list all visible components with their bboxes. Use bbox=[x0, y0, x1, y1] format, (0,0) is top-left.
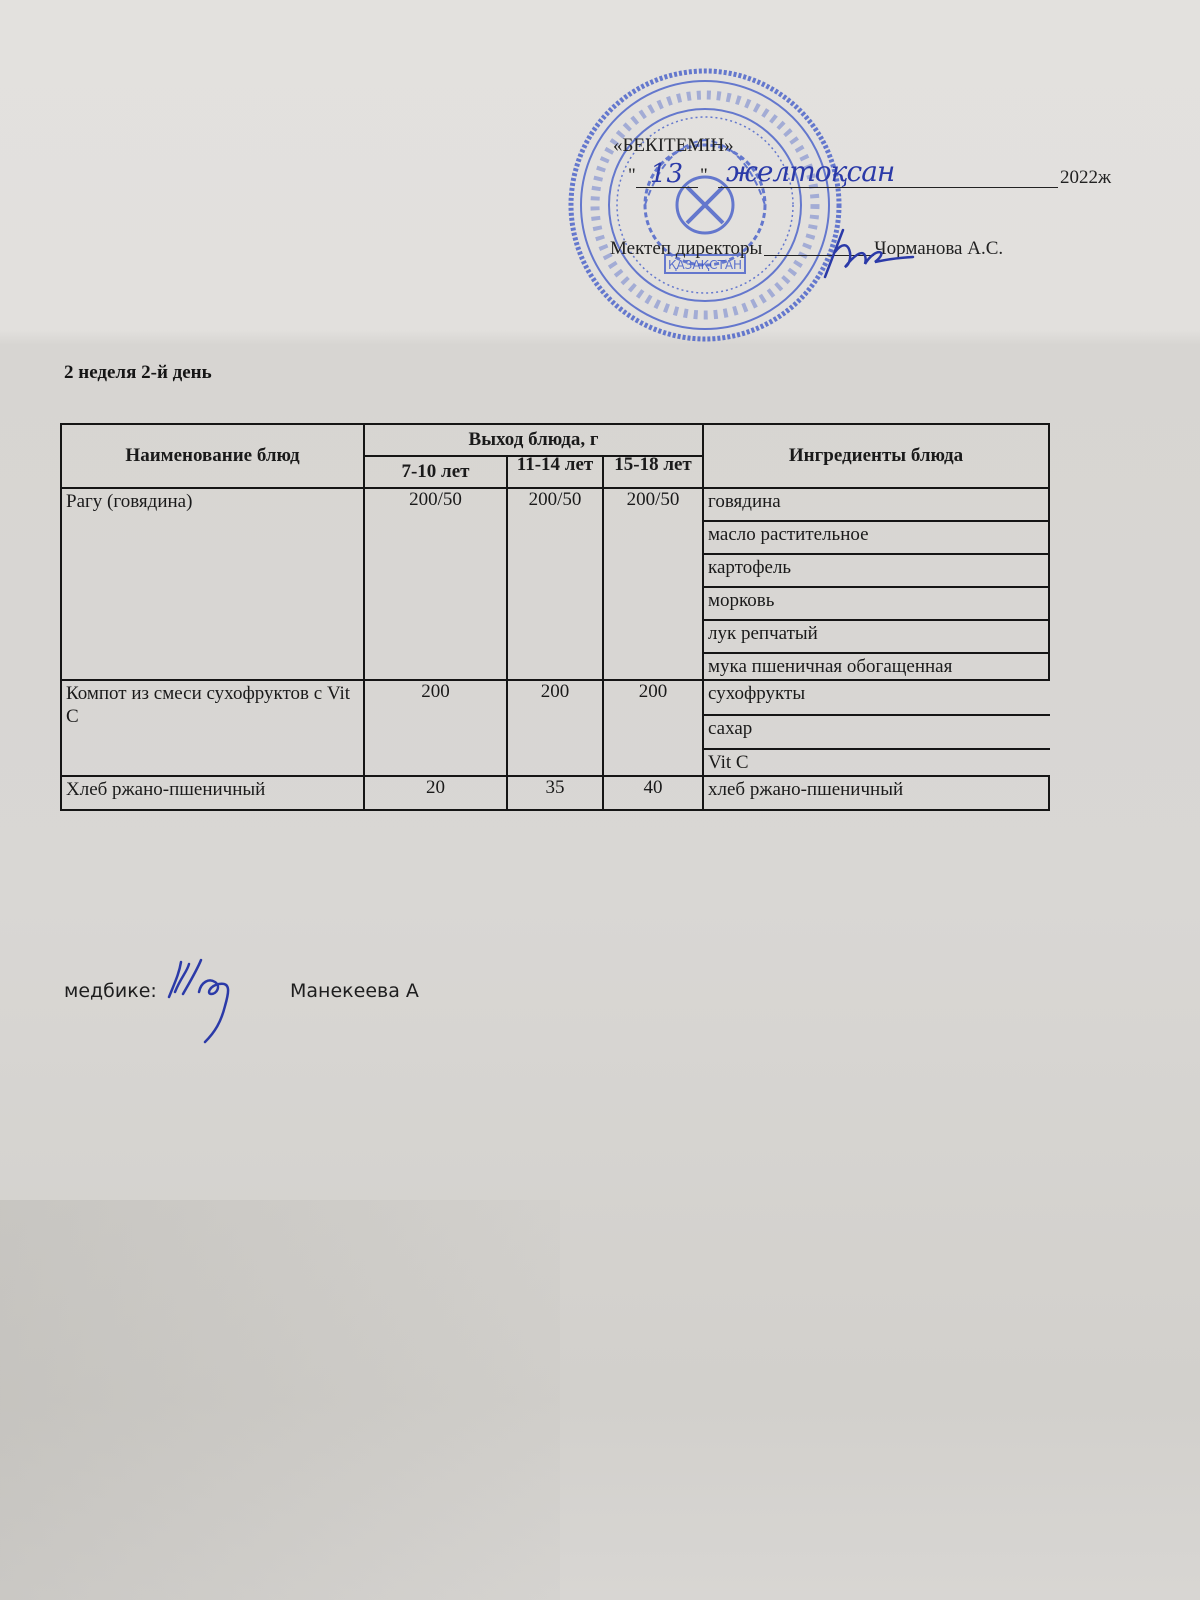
header-age-15-18: 15-18 лет bbox=[603, 456, 703, 488]
yield-11-14: 200 bbox=[507, 680, 603, 776]
ingredient: Vit C bbox=[703, 749, 1049, 776]
yield-15-18: 200/50 bbox=[603, 488, 703, 680]
ingredient: говядина bbox=[703, 488, 1049, 521]
yield-11-14: 35 bbox=[507, 776, 603, 810]
ingredient: мука пшеничная обогащенная bbox=[703, 653, 1049, 680]
approve-title: «БЕКІТЕМІН» bbox=[613, 135, 734, 156]
dish-name: Хлеб ржано-пшеничный bbox=[61, 776, 364, 810]
approval-block bbox=[0, 0, 1200, 350]
ingredient: сухофрукты bbox=[703, 680, 1049, 715]
table-row bbox=[61, 776, 1049, 810]
medic-label: медбике: bbox=[64, 980, 157, 1002]
date-month-handwritten: желтоқсан bbox=[726, 155, 895, 188]
director-name: Чорманова А.С. bbox=[874, 238, 1004, 259]
ingredient: картофель bbox=[703, 554, 1049, 587]
yield-7-10: 200/50 bbox=[364, 488, 507, 680]
ingredient: сахар bbox=[703, 715, 1049, 749]
dish-name: Рагу (говядина) bbox=[61, 488, 364, 680]
table-row bbox=[61, 488, 1049, 521]
svg-text:ҚАЗАҚСТАН: ҚАЗАҚСТАН bbox=[667, 258, 743, 272]
header-age-11-14: 11-14 лет bbox=[507, 456, 603, 488]
header-yield: Выход блюда, г bbox=[364, 424, 703, 456]
header-dish: Наименование блюд bbox=[61, 424, 364, 488]
ingredient: хлеб ржано-пшеничный bbox=[703, 776, 1049, 810]
dish-name: Компот из смеси сухофруктов с Vit C bbox=[61, 680, 364, 776]
header-ingredients: Ингредиенты блюда bbox=[703, 424, 1049, 488]
section-title: 2 неделя 2-й день bbox=[64, 362, 212, 383]
ingredient: морковь bbox=[703, 587, 1049, 620]
ingredient: масло растительное bbox=[703, 521, 1049, 554]
date-close-quote: " bbox=[700, 165, 708, 186]
yield-7-10: 20 bbox=[364, 776, 507, 810]
director-label: Мектеп директоры bbox=[610, 238, 763, 259]
table-row bbox=[61, 680, 1049, 715]
header-age-7-10: 7-10 лет bbox=[364, 456, 507, 488]
medic-signature-icon bbox=[165, 952, 255, 1044]
yield-15-18: 40 bbox=[603, 776, 703, 810]
yield-15-18: 200 bbox=[603, 680, 703, 776]
paper-shadow bbox=[0, 1200, 560, 1600]
date-open-quote: " bbox=[628, 165, 636, 186]
director-signature-icon bbox=[795, 222, 915, 282]
date-year: 2022ж bbox=[1060, 167, 1112, 188]
medic-name: Манекеева А bbox=[290, 980, 419, 1002]
menu-table bbox=[60, 423, 1050, 811]
yield-7-10: 200 bbox=[364, 680, 507, 776]
ingredient: лук репчатый bbox=[703, 620, 1049, 653]
official-stamp-icon bbox=[565, 65, 845, 345]
yield-11-14: 200/50 bbox=[507, 488, 603, 680]
date-day-handwritten: 13 bbox=[650, 159, 684, 189]
